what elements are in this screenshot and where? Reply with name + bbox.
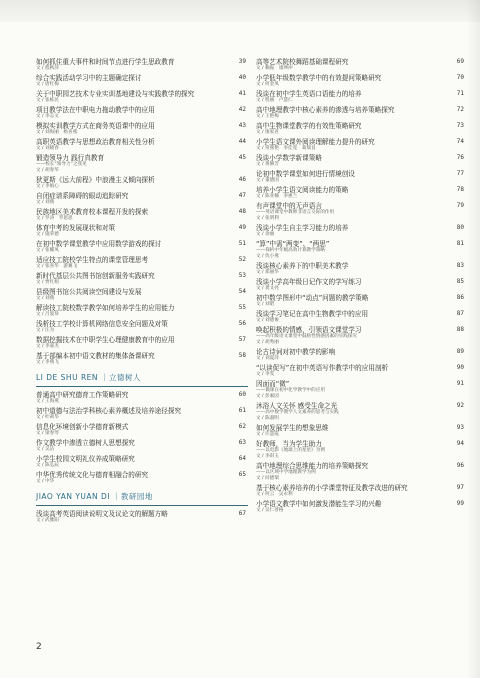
toc-entry[interactable] [256, 424, 466, 440]
entry-page-number: 42 [238, 106, 246, 113]
entry-title: 作文教学中渗透立德树人思想探究 [36, 439, 135, 447]
entry-author: 文 / 董德国 [256, 178, 279, 183]
entry-page-number: 44 [238, 138, 246, 145]
toc-entry[interactable] [256, 262, 466, 278]
entry-title: 关于中职园艺技术专业实训基地建设与实践教学的探究 [36, 90, 195, 98]
entry-title: 小学生语文课外阅读理解能力提升的研究 [256, 138, 375, 146]
entry-title: 体育中考的发展现状和对策 [36, 224, 116, 232]
entry-page-number: 43 [238, 122, 246, 129]
entry-title: 狄更斯《远大前程》中浪漫主义倾向探析 [36, 176, 155, 184]
entry-title: 浅谈核心素养下的中职美术教学 [256, 262, 349, 270]
toc-entry[interactable] [256, 500, 466, 516]
entry-author: 文 / 王海燕 [36, 399, 59, 404]
entry-author: 文 / 唐红梅 [36, 82, 59, 87]
toc-entry[interactable] [256, 380, 466, 402]
entry-title: 信息化环境创新小学德育新模式 [36, 423, 129, 431]
entry-page-number: 81 [456, 240, 464, 247]
entry-page-number: 76 [456, 154, 464, 161]
entry-author: 文 / 何金凤 [256, 82, 279, 87]
entry-subtitle: ——以电影《地球上的星星》为例 [256, 448, 325, 453]
entry-page-number: 99 [456, 500, 464, 507]
entry-author: 文 / 李娟心 [36, 184, 59, 189]
entry-title: 唤起积极的情感，引领语文课堂学习 [256, 326, 362, 334]
entry-page-number: 91 [456, 380, 464, 387]
entry-title: 浅谈在初中学生英语口语能力的培养 [256, 90, 362, 98]
entry-page-number: 85 [456, 278, 464, 285]
entry-author: 文 / 刘海丽 杨喜燕 [36, 130, 78, 135]
entry-author: 文 / 李燕飞 [36, 360, 59, 365]
entry-author: 文 / 吴仁普格 [256, 508, 284, 513]
entry-page-number: 63 [238, 439, 246, 446]
entry-author: 文 / 郑丽华 [256, 270, 279, 275]
entry-page-number: 96 [456, 462, 464, 469]
toc-entry[interactable] [256, 440, 466, 462]
toc-entry[interactable] [256, 294, 466, 310]
entry-page-number: 89 [456, 348, 464, 355]
toc-entry[interactable] [256, 58, 466, 74]
entry-page-number: 60 [238, 391, 246, 398]
entry-author: 文 / 张明利 [256, 216, 279, 221]
entry-page-number: 61 [238, 407, 246, 414]
entry-title: 小学生校园文明礼仪养成策略研究 [36, 455, 135, 463]
entry-title: “以读促写”在初中英语写作教学中的应用剖析 [256, 364, 389, 372]
toc-entry[interactable] [36, 423, 248, 439]
entry-title: 民族地区美术教育校本课程开发的探索 [36, 208, 149, 216]
entry-author: 文 / 刘夏萍 [256, 356, 279, 361]
entry-page-number: 64 [238, 455, 246, 462]
section-label: JIAO YAN YUAN DI ｜教研园地 [36, 492, 153, 501]
entry-title: 基于部编本初中语文教材的集体备课研究 [36, 352, 155, 360]
entry-subtitle: ——探析中年级高效计算教学策略 [256, 248, 325, 253]
toc-entry[interactable] [36, 471, 248, 487]
entry-title: 锻造领导力 践行真教育 [36, 154, 105, 162]
entry-title: 小学语文教学中如何激发潜能生学习的兴趣 [256, 500, 382, 508]
entry-author: 文 / 李嘉杰 [36, 344, 59, 349]
entry-title: 论初中数学课堂如何进行情境创设 [256, 170, 355, 178]
page-top-edge [0, 0, 480, 22]
toc-entry[interactable] [256, 348, 466, 364]
toc-entry[interactable] [256, 224, 466, 240]
toc-entry[interactable] [256, 364, 466, 380]
entry-page-number: 55 [238, 304, 246, 311]
entry-author: 文 / 刘昭 [256, 302, 275, 307]
toc-entry[interactable] [256, 170, 466, 186]
entry-author: 文 / 彭素园 [256, 394, 279, 399]
entry-subtitle: ——高年级语文课堂中鼓励性情感因素的实践探究 [256, 334, 358, 339]
toc-entry[interactable] [36, 336, 248, 352]
entry-page-number: 78 [456, 186, 464, 193]
entry-author: 文 / 胡秀丽 [256, 340, 279, 345]
entry-author: 文 / 刘德俊 [256, 318, 279, 323]
entry-title: 如何抓住重大事件和时间节点进行学生思政教育 [36, 58, 175, 66]
toc-entry[interactable] [256, 154, 466, 170]
entry-page-number: 39 [238, 58, 246, 65]
toc-entry[interactable] [36, 138, 248, 154]
entry-author: 文 / 张耀凤 [36, 248, 59, 253]
entry-title: 数据挖掘技术在中职学生心理健康教育中的应用 [36, 336, 175, 344]
entry-title: 高中生物课堂教学的有效性策略研究 [256, 122, 362, 130]
toc-entry[interactable] [36, 455, 248, 471]
toc-entry[interactable] [36, 407, 248, 423]
toc-entry[interactable] [36, 288, 248, 304]
toc-entry[interactable] [36, 352, 248, 368]
entry-author: 文 / 赖振 康坤冲 [256, 66, 293, 71]
entry-page-number: 51 [238, 240, 246, 247]
entry-title: 浅谈小学生自主学习能力的培养 [256, 224, 349, 232]
entry-author: 文 / 李志文 [36, 114, 59, 119]
entry-page-number: 53 [238, 272, 246, 279]
toc-entry[interactable] [256, 138, 466, 154]
entry-author: 文 / 陈弘辰 [36, 463, 59, 468]
toc-entry[interactable] [256, 484, 466, 500]
entry-subtitle: ——微课在初中化学教学中的应用 [256, 388, 325, 393]
section-header [36, 489, 248, 506]
entry-page-number: 93 [456, 424, 464, 431]
entry-title: 新时代基层公共图书馆创新服务实践研究 [36, 272, 155, 280]
toc-entry[interactable] [256, 90, 466, 106]
entry-subtitle: ——高中数学教学人文素养的思考与实践 [256, 410, 339, 415]
entry-title: 高等艺术院校舞蹈基础课程研究 [256, 58, 349, 66]
toc-entry[interactable] [36, 240, 248, 256]
section-label: LI DE SHU REN ｜立德树人 [36, 373, 141, 382]
entry-author: 文 / 余丽 [256, 232, 275, 237]
entry-title: 中华优秀传统文化与德育相融合的研究 [36, 471, 149, 479]
toc-entry[interactable] [36, 304, 248, 320]
toc-right-column [256, 58, 466, 516]
toc-entry[interactable] [36, 208, 248, 224]
entry-title: 高中地理综合思维能力的培养策略探究 [256, 462, 369, 470]
entry-author: 文 / 叶莉华 [36, 415, 59, 420]
toc-entry[interactable] [36, 272, 248, 288]
toc-entry[interactable] [36, 74, 248, 90]
entry-page-number: 72 [456, 106, 464, 113]
toc-entry[interactable] [36, 224, 248, 240]
entry-page-number: 47 [238, 192, 246, 199]
entry-page-number: 45 [238, 154, 246, 161]
entry-author: 文 / 中华 [36, 479, 55, 484]
entry-author: 文 / 张栋民 [36, 98, 59, 103]
entry-author: 文 / 程丽 卢慧仁 [256, 98, 293, 103]
entry-page-number: 80 [456, 224, 464, 231]
toc-entry[interactable] [256, 186, 466, 202]
toc-entry[interactable] [256, 106, 466, 122]
entry-title: 培养小学生语文阅读能力的策略 [256, 186, 349, 194]
entry-title: 高中地理教学中核心素养的渗透与培养策略探究 [256, 106, 395, 114]
entry-author: 文 / 汪为 [36, 328, 55, 333]
toc-entry[interactable] [256, 326, 466, 348]
entry-author: 文 / 吴洁 [36, 447, 55, 452]
entry-subtitle: ——校长“领导力”之我见 [36, 162, 87, 167]
entry-page-number: 57 [238, 336, 246, 343]
entry-page-number: 88 [456, 326, 464, 333]
entry-title: 如何发展学生的想象思维 [256, 424, 329, 432]
entry-page-number: 92 [456, 402, 464, 409]
entry-author: 文 / 武雅阳 [36, 518, 59, 523]
entry-page-number: 46 [238, 176, 246, 183]
entry-title: 基于核心素养培养的小学课堂特征及教学改进的研究 [256, 484, 408, 492]
toc-entry[interactable] [36, 320, 248, 336]
entry-author: 文 / 施荣德 [36, 232, 59, 237]
toc-entry[interactable] [36, 439, 248, 455]
entry-title: 普通高中研究德育工作策略研究 [36, 391, 129, 399]
page-number: 2 [36, 642, 42, 652]
entry-title: 综合实践活动学习中的主题确定探讨 [36, 74, 142, 82]
entry-author: 文 / 陈淑明 [256, 416, 279, 421]
entry-page-number: 77 [456, 170, 464, 177]
entry-page-number: 94 [456, 440, 464, 447]
toc-entry[interactable] [256, 462, 466, 484]
entry-page-number: 71 [456, 90, 464, 97]
entry-author: 文 / 刘燕 [36, 200, 55, 205]
entry-author: 文 / 同德瑞 [256, 476, 279, 481]
entry-title: 因面而“微” [256, 380, 290, 388]
entry-title: 在初中数学课堂教学中应用数学游戏的探讨 [36, 240, 162, 248]
entry-title: 县级图书馆公共阅读空间建设与发展 [36, 288, 142, 296]
entry-page-number: 67 [238, 510, 246, 517]
entry-title: 适应技工院校学生特点的课堂管理思考 [36, 256, 149, 264]
toc-entry[interactable] [256, 278, 466, 294]
entry-author: 文 / 陈亚楠 李惠兰 [256, 194, 298, 199]
entry-page-number: 87 [456, 310, 464, 317]
entry-author: 文 / 仇小燕 [256, 254, 279, 259]
toc-entry[interactable] [36, 106, 248, 122]
entry-title: 沐浴人文关怀 感受生命之光 [256, 402, 338, 410]
entry-page-number: 74 [456, 138, 464, 145]
entry-title: 浅析技工学校计算机网络信息安全问题及对策 [36, 320, 168, 328]
entry-title: 好教师，当为学生助力 [256, 440, 322, 448]
entry-title: 自闭症谱系障碍的眼动追踪研究 [36, 192, 129, 200]
entry-page-number: 56 [238, 320, 246, 327]
entry-title: 小学低年级数学教学中的有效提问策略研究 [256, 74, 382, 82]
entry-author: 文 / 常燕艳 李佳宽 葛瑞良 [256, 146, 316, 151]
entry-author: 文 / 龚文亮 [256, 286, 279, 291]
entry-page-number: 40 [238, 74, 246, 81]
entry-author: 文 / 贾红娟 [36, 280, 59, 285]
entry-author: 文 / 许慧霞 [256, 432, 279, 437]
entry-page-number: 70 [456, 74, 464, 81]
toc-entry[interactable] [256, 240, 466, 262]
entry-page-number: 48 [238, 208, 246, 215]
toc-entry[interactable] [36, 154, 248, 176]
entry-author: 文 / 李雯 [256, 372, 275, 377]
entry-title: “算”中需“两变”、“两思” [256, 240, 330, 248]
entry-title: 有声课堂中的无声语言 [256, 202, 322, 210]
entry-title: 浅谈小学数学新课策略 [256, 154, 322, 162]
entry-title: 浅谈学习笔记在高中生物教学中的应用 [256, 310, 369, 318]
entry-author: 文 / 李彩玉 [256, 454, 279, 459]
entry-author: 文 / 黄赫芳 [256, 162, 279, 167]
toc-entry[interactable] [256, 122, 466, 138]
entry-page-number: 79 [456, 202, 464, 209]
toc-entry[interactable] [36, 122, 248, 138]
entry-title: 论古诗词对初中教学的影响 [256, 348, 336, 356]
entry-author: 文 / 张喜华 游翼飞 [36, 264, 78, 269]
entry-page-number: 86 [456, 294, 464, 301]
entry-title: 初中道德与法治学科核心素养概述及培养途径探究 [36, 407, 182, 415]
entry-title: 高职英语教学与思想政治教育相关性分析 [36, 138, 155, 146]
entry-author: 文 / 程秋萍 [36, 66, 59, 71]
toc-entry[interactable] [256, 74, 466, 90]
toc-entry[interactable] [36, 192, 248, 208]
entry-author: 文 / 罗涛 罗思思 [36, 216, 73, 221]
entry-page-number: 49 [238, 224, 246, 231]
toc-entry[interactable] [36, 58, 248, 74]
entry-page-number: 97 [456, 484, 464, 491]
entry-page-number: 52 [238, 256, 246, 263]
entry-subtitle: ——以区域中学地理教学为例 [256, 470, 316, 475]
entry-title: 解读技工院校数学教学如何培养学生的应用能力 [36, 304, 175, 312]
entry-author: 文 / 吕爱珍 [36, 312, 59, 317]
entry-page-number: 90 [456, 364, 464, 371]
toc-entry[interactable] [36, 510, 248, 526]
toc-entry[interactable] [36, 256, 248, 272]
entry-page-number: 73 [456, 122, 464, 129]
entry-subtitle: ——英语课堂中教师非语言交际的作用 [256, 210, 335, 215]
entry-page-number: 54 [238, 288, 246, 295]
entry-page-number: 69 [456, 58, 464, 65]
toc-entry[interactable] [36, 391, 248, 407]
toc-left-column [36, 58, 248, 526]
toc-entry[interactable] [36, 90, 248, 106]
entry-author: 文 / 刘晓春 [36, 146, 59, 151]
section-header [36, 370, 248, 387]
entry-page-number: 83 [456, 262, 464, 269]
entry-title: 项目教学法在中职电力拖动教学中的应用 [36, 106, 155, 114]
toc-entry[interactable] [256, 202, 466, 224]
entry-title: 初中数学图形中“动点”问题的教学策略 [256, 294, 369, 302]
entry-author: 文 / 梁春琴 [36, 431, 59, 436]
entry-author: 文 / 刘燕 [36, 296, 55, 301]
entry-author: 文 / 胡春华 [36, 168, 59, 173]
entry-title: 模拟实训教学方式在商务英语课中的应用 [36, 122, 155, 130]
entry-page-number: 62 [238, 423, 246, 430]
entry-page-number: 58 [238, 352, 246, 359]
entry-page-number: 41 [238, 90, 246, 97]
entry-title: 浅谈小学高年级日记作文的学写练习 [256, 278, 362, 286]
toc-entry[interactable] [256, 402, 466, 424]
entry-author: 文 / 何云 吴永利 [256, 492, 293, 497]
entry-author: 文 / 康家君 [256, 130, 279, 135]
toc-entry[interactable] [36, 176, 248, 192]
entry-page-number: 65 [238, 471, 246, 478]
page-edge-shadow [466, 0, 480, 678]
toc-entry[interactable] [256, 310, 466, 326]
entry-author: 文 / 王艳梅 [256, 114, 279, 119]
entry-title: 浅谈高考英语阅读说明文及议论文的解题方略 [36, 510, 168, 518]
